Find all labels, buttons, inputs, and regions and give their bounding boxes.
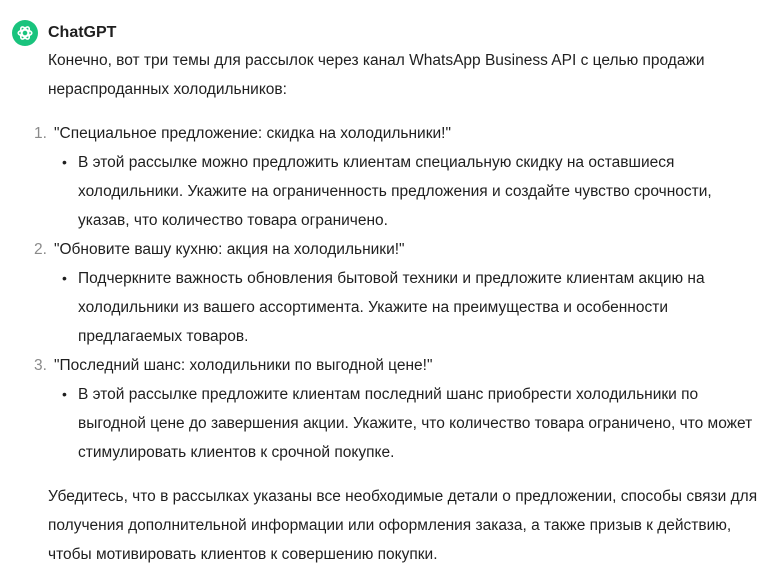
intro-paragraph: Конечно, вот три темы для рассылок через канал WhatsApp Business API с целью продажи нераспроданных холодильников: <box>48 52 705 98</box>
bullet-item <box>48 264 763 351</box>
bullet-list <box>48 380 763 467</box>
outro-paragraph: Убедитесь, что в рассылках указаны все необходимые детали о предложении, способы связи для получения дополнительной информации или оформления заказа, а также призыв к действию, чтобы мотивировать клиентов к совершению покупки. <box>48 488 758 563</box>
list-item <box>34 119 763 235</box>
topics-list <box>34 119 763 467</box>
list-item-title: "Обновите вашу кухню: акция на холодильники!" <box>54 241 405 258</box>
list-number: 3. <box>34 357 47 374</box>
list-item <box>34 235 763 351</box>
bullet-text: В этой рассылке можно предложить клиентам специальную скидку на оставшиеся холодильники. Укажите на ограниченность предложения и создайте чувство срочности, указав, что количество товара ограничено. <box>78 154 712 229</box>
list-number: 2. <box>34 241 47 258</box>
bullet-item <box>48 380 763 467</box>
bullet-text: В этой рассылке предложите клиентам последний шанс приобрести холодильники по выгодной цене до завершения акции. Укажите, что количество товара ограничено, что может стимулировать клиентов к срочной покупке. <box>78 386 753 461</box>
openai-logo-icon <box>16 24 34 42</box>
bullet-item <box>48 148 763 235</box>
bullet-list <box>48 148 763 235</box>
list-item-title: "Последний шанс: холодильники по выгодной цене!" <box>54 357 433 374</box>
bullet-icon: • <box>62 270 67 286</box>
bullet-text: Подчеркните важность обновления бытовой техники и предложите клиентам акцию на холодильники из вашего ассортимента. Укажите на преимущества и особенности предлагаемых товаров. <box>78 270 705 345</box>
openai-logo-icon <box>12 20 38 46</box>
list-item-title: "Специальное предложение: скидка на холодильники!" <box>54 125 451 142</box>
bullet-icon: • <box>62 154 67 170</box>
list-number: 1. <box>34 125 47 142</box>
bullet-list <box>48 264 763 351</box>
message-header <box>12 20 116 46</box>
list-item <box>34 351 763 467</box>
message-content <box>34 46 763 569</box>
bullet-icon: • <box>62 386 67 402</box>
author-name: ChatGPT <box>48 24 117 41</box>
